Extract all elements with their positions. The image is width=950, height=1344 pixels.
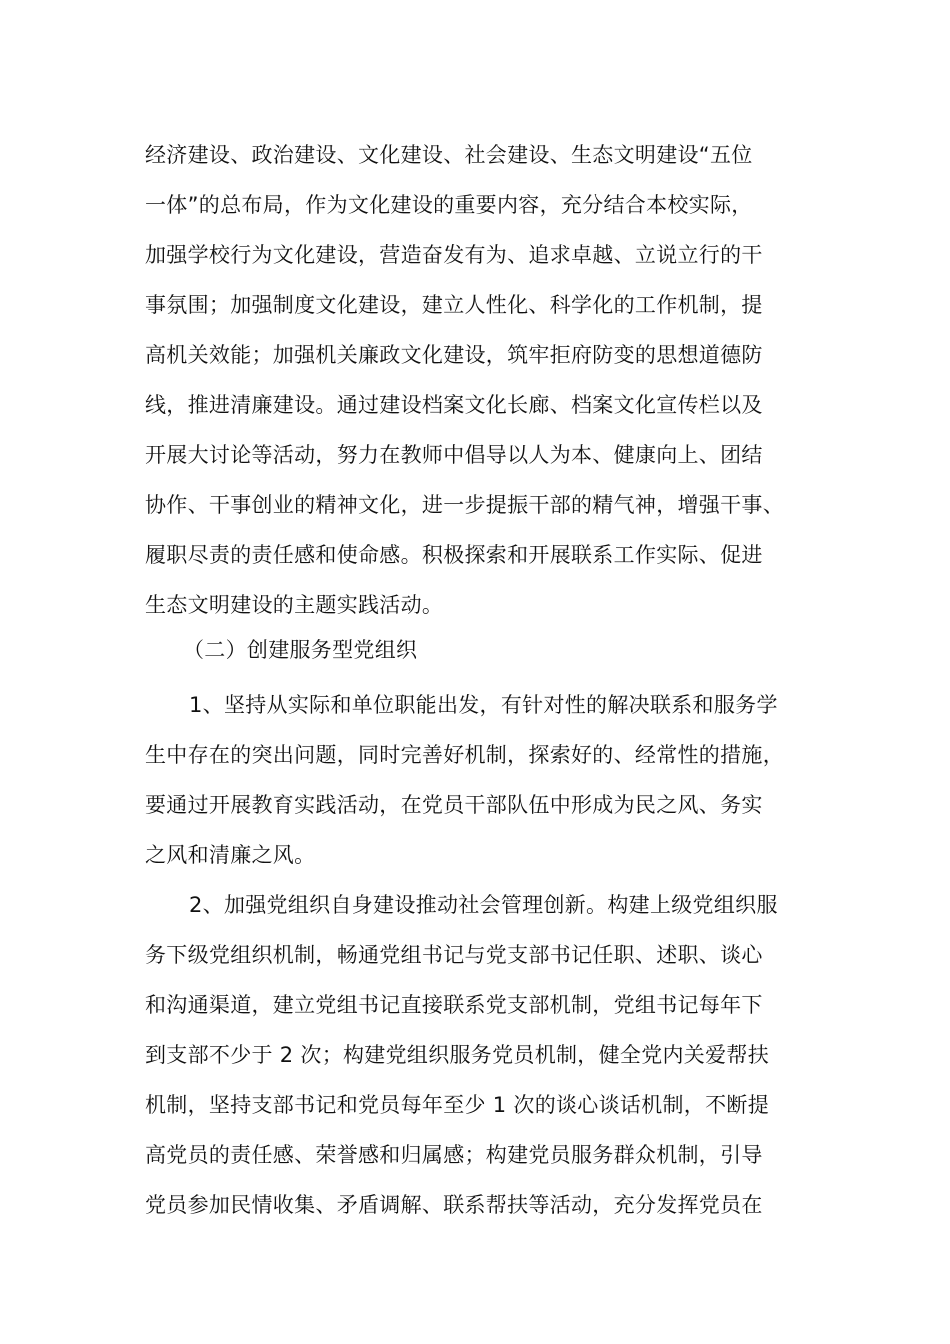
body-line: 要通过开展教育实践活动，在党员干部队伍中形成为民之风、务实	[145, 793, 763, 817]
body-line: 高党员的责任感、荣誉感和归属感；构建党员服务群众机制，引导	[145, 1143, 763, 1167]
body-line: 线，推进清廉建设。通过建设档案文化长廊、档案文化宣传栏以及	[145, 393, 763, 417]
body-line: 事氛围；加强制度文化建设，建立人性化、科学化的工作机制，提	[145, 293, 763, 317]
body-line: 到支部不少于 2 次；构建党组织服务党员机制，健全党内关爱帮扶	[145, 1043, 770, 1067]
body-line: 生态文明建设的主题实践活动。	[145, 593, 444, 617]
body-line: 之风和清廉之风。	[145, 843, 316, 867]
body-line: 开展大讨论等活动，努力在教师中倡导以人为本、健康向上、团结	[145, 443, 763, 467]
body-line: 生中存在的突出问题，同时完善好机制，探索好的、经常性的措施，	[145, 743, 784, 767]
body-line: 高机关效能；加强机关廉政文化建设，筑牢拒府防变的思想道德防	[145, 343, 763, 367]
body-line: 党员参加民情收集、矛盾调解、联系帮扶等活动，充分发挥党员在	[145, 1193, 763, 1217]
body-line: 和沟通渠道，建立党组书记直接联系党支部机制，党组书记每年下	[145, 993, 763, 1017]
body-line: 加强学校行为文化建设，营造奋发有为、追求卓越、立说立行的干	[145, 243, 763, 267]
body-line: 履职尽责的责任感和使命感。积极探索和开展联系工作实际、促进	[145, 543, 763, 567]
body-line: 机制，坚持支部书记和党员每年至少 1 次的谈心谈话机制，不断提	[145, 1093, 770, 1117]
body-line: 务下级党组织机制，畅通党组书记与党支部书记任职、述职、谈心	[145, 943, 763, 967]
paragraph-start-line: 1、坚持从实际和单位职能出发，有针对性的解决联系和服务学	[189, 693, 778, 717]
section-heading: （二）创建服务型党组织	[183, 638, 418, 662]
body-line: 协作、干事创业的精神文化，进一步提振干部的精气神，增强干事、	[145, 493, 784, 517]
body-line: 经济建设、政治建设、文化建设、社会建设、生态文明建设“五位	[145, 143, 753, 167]
paragraph-start-line: 2、加强党组织自身建设推动社会管理创新。构建上级党组织服	[189, 893, 778, 917]
body-line: 一体”的总布局，作为文化建设的重要内容，充分结合本校实际，	[145, 193, 753, 217]
